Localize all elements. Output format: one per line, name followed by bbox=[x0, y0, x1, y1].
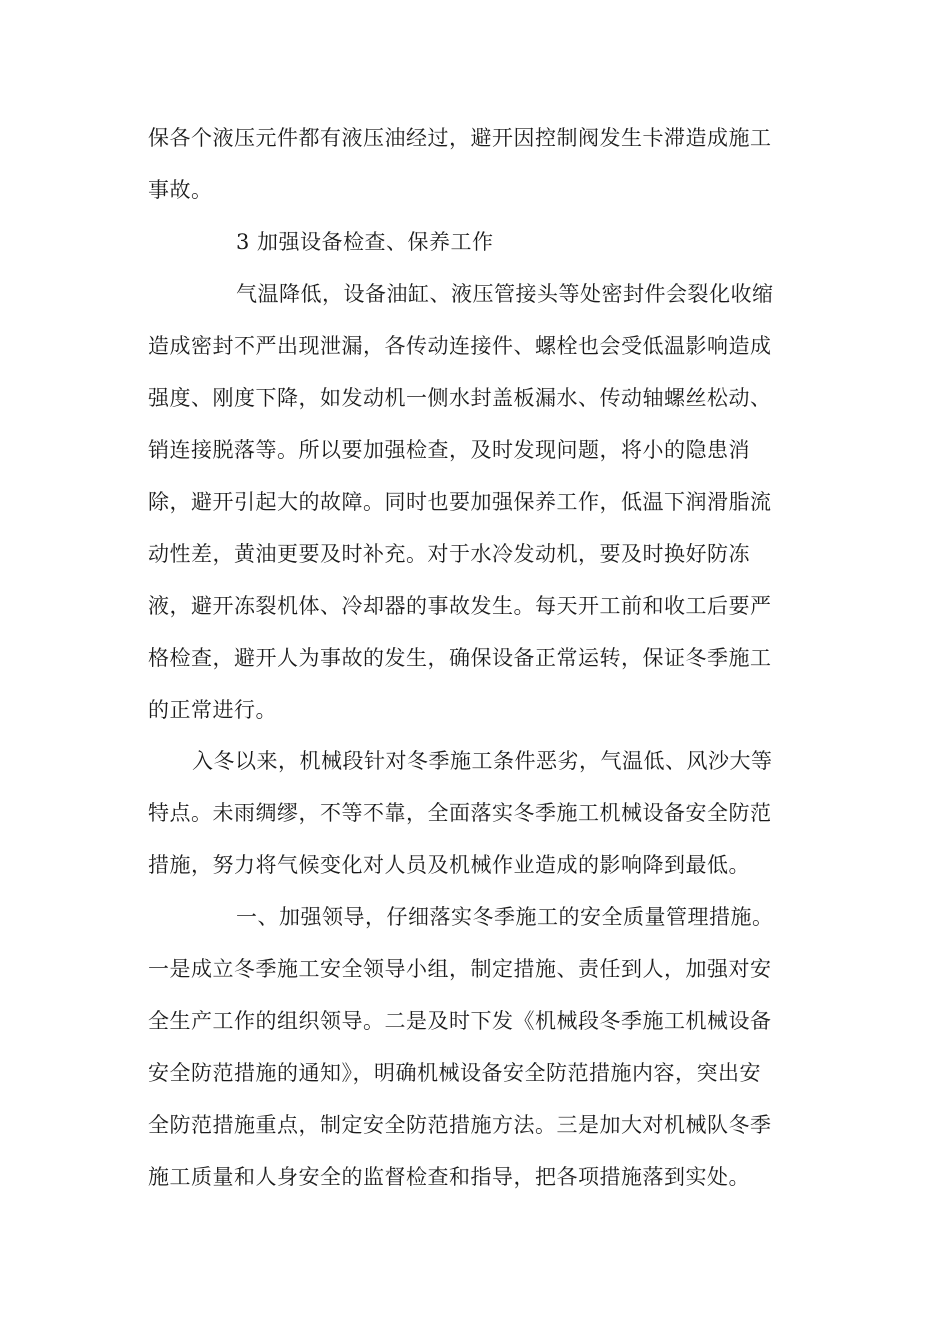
text-line: 除，避开引起大的故障。同时也要加强保养工作，低温下润滑脂流 bbox=[148, 490, 772, 514]
text-line: 强度、刚度下降，如发动机一侧水封盖板漏水、传动轴螺丝松动、 bbox=[148, 386, 772, 410]
text-line: 全防范措施重点，制定安全防范措施方法。三是加大对机械队冬季 bbox=[148, 1113, 772, 1137]
text-line: 液，避开冻裂机体、冷却器的事故发生。每天开工前和收工后要严 bbox=[148, 594, 772, 618]
text-line: 的正常进行。 bbox=[148, 698, 277, 722]
text-line: 一、加强领导，仔细落实冬季施工的安全质量管理措施。 bbox=[236, 905, 774, 929]
text-line: 保各个液压元件都有液压油经过，避开因控制阀发生卡滞造成施工 bbox=[148, 126, 772, 150]
text-line: 气温降低，设备油缸、液压管接头等处密封件会裂化收缩 bbox=[236, 282, 774, 306]
text-line: 一是成立冬季施工安全领导小组，制定措施、责任到人，加强对安 bbox=[148, 957, 772, 981]
text-line: 特点。未雨绸缪，不等不靠，全面落实冬季施工机械设备安全防范 bbox=[148, 801, 772, 825]
text-line: 安全防范措施的通知》，明确机械设备安全防范措施内容，突出安 bbox=[148, 1061, 761, 1085]
text-line: 入冬以来，机械段针对冬季施工条件恶劣，气温低、风沙大等 bbox=[192, 749, 773, 773]
text-line: 事故。 bbox=[148, 178, 213, 202]
text-line: 全生产工作的组织领导。二是及时下发《机械段冬季施工机械设备 bbox=[148, 1009, 772, 1033]
text-line: 造成密封不严出现泄漏，各传动连接件、螺栓也会受低温影响造成 bbox=[148, 334, 772, 358]
text-line: 施工质量和人身安全的监督检查和指导，把各项措施落到实处。 bbox=[148, 1165, 750, 1189]
text-line: 动性差，黄油更要及时补充。对于水冷发动机，要及时换好防冻 bbox=[148, 542, 750, 566]
text-line: 销连接脱落等。所以要加强检查，及时发现问题，将小的隐患消 bbox=[148, 438, 750, 462]
text-line: 措施，努力将气候变化对人员及机械作业造成的影响降到最低。 bbox=[148, 853, 750, 877]
text-line: 格检查，避开人为事故的发生，确保设备正常运转，保证冬季施工 bbox=[148, 646, 772, 670]
section-heading: 3 加强设备检查、保养工作 bbox=[236, 230, 494, 254]
